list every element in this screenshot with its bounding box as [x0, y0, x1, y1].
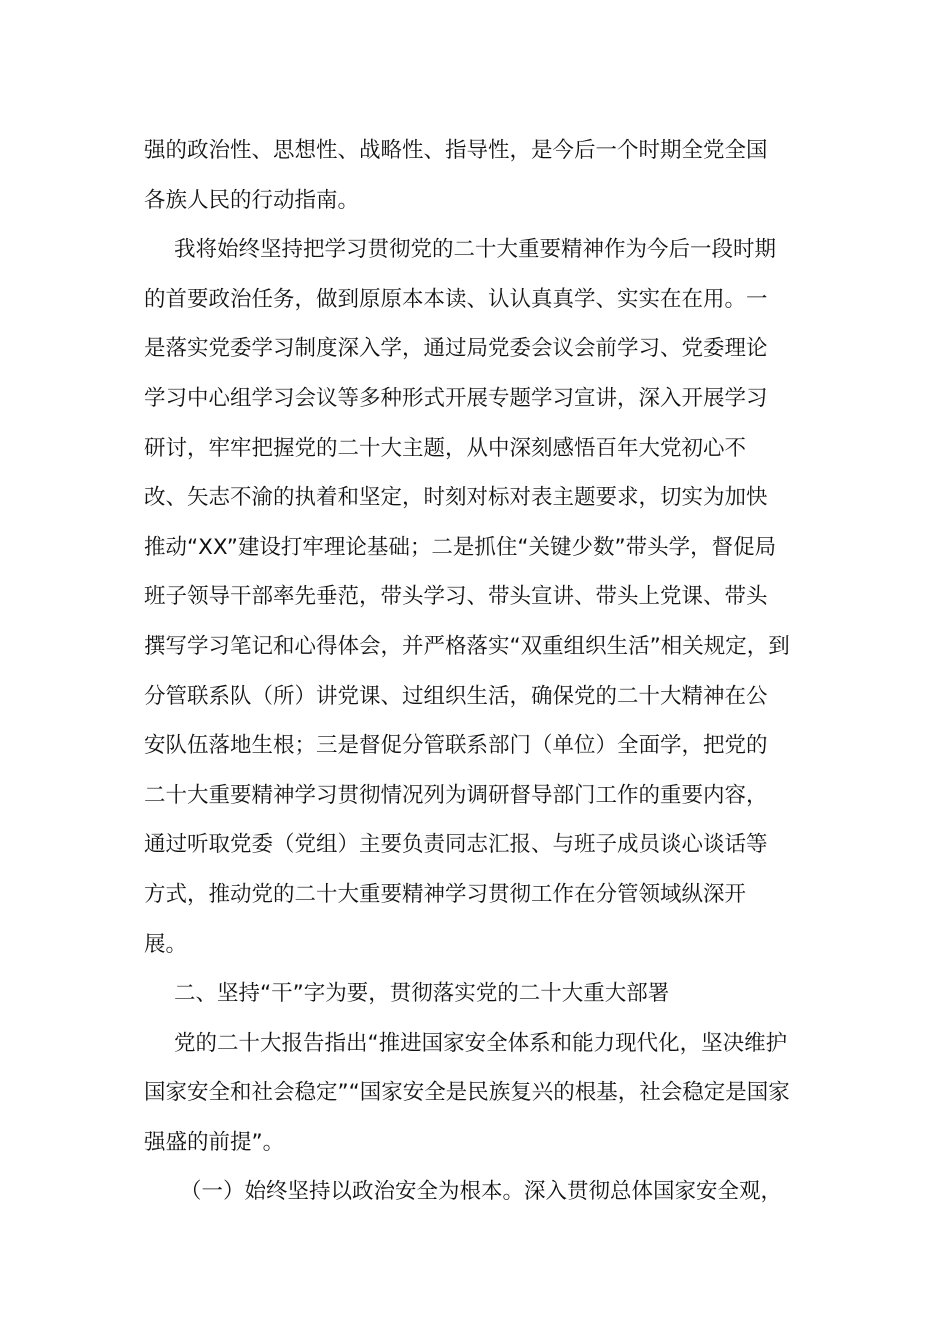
- text-line: 学习中心组学习会议等多种形式开展专题学习宣讲，深入开展学习: [144, 385, 768, 411]
- text-line: 各族人民的行动指南。: [144, 187, 360, 213]
- text-line: 研讨，牢牢把握党的二十大主题，从中深刻感悟百年大党初心不: [144, 435, 747, 461]
- text-line: 通过听取党委（党组）主要负责同志汇报、与班子成员谈心谈话等: [144, 832, 768, 858]
- paragraph: [144, 126, 808, 225]
- text-line: 班子领导干部率先垂范，带头学习、带头宣讲、带头上党课、带头: [144, 584, 768, 610]
- text-line: 改、矢志不渝的执着和坚定，时刻对标对表主题要求，切实为加快: [144, 485, 768, 511]
- paragraph: [144, 1167, 808, 1217]
- text-line: 撰写学习笔记和心得体会，并严格落实“双重组织生活”相关规定，到: [144, 633, 790, 659]
- text-line: 我将始终坚持把学习贯彻党的二十大重要精神作为今后一段时期: [174, 237, 777, 263]
- text-line: 方式，推动党的二十大重要精神学习贯彻工作在分管领域纵深开: [144, 881, 747, 907]
- text-line: 的首要政治任务，做到原原本本读、认认真真学、实实在在用。一: [144, 286, 768, 312]
- text-line: 展。: [144, 931, 188, 957]
- paragraph: [144, 1019, 808, 1168]
- section-heading: [144, 969, 808, 1019]
- text-line: 二十大重要精神学习贯彻情况列为调研督导部门工作的重要内容，: [144, 782, 768, 808]
- text-line: 强盛的前提”。: [144, 1129, 285, 1155]
- paragraph: [144, 225, 808, 969]
- text-line: 是落实党委学习制度深入学，通过局党委会议会前学习、党委理论: [144, 336, 768, 362]
- text-line: 安队伍落地生根；三是督促分管联系部门（单位）全面学，把党的: [144, 733, 768, 759]
- text-line: 国家安全和社会稳定”“国家安全是民族复兴的根基，社会稳定是国家: [144, 1080, 790, 1106]
- text-line: 二、坚持“干”字为要，贯彻落实党的二十大重大部署: [174, 981, 670, 1007]
- text-line: 推动“XX”建设打牢理论基础；二是抓住“关键少数”带头学，督促局: [144, 534, 777, 560]
- body-text: [144, 126, 808, 1217]
- text-line: （一）始终坚持以政治安全为根本。深入贯彻总体国家安全观，: [180, 1179, 783, 1205]
- text-line: 分管联系队（所）讲党课、过组织生活，确保党的二十大精神在公: [144, 683, 768, 709]
- text-line: 强的政治性、思想性、战略性、指导性，是今后一个时期全党全国: [144, 138, 768, 163]
- text-line: 党的二十大报告指出“推进国家安全体系和能力现代化，坚决维护: [174, 1030, 788, 1056]
